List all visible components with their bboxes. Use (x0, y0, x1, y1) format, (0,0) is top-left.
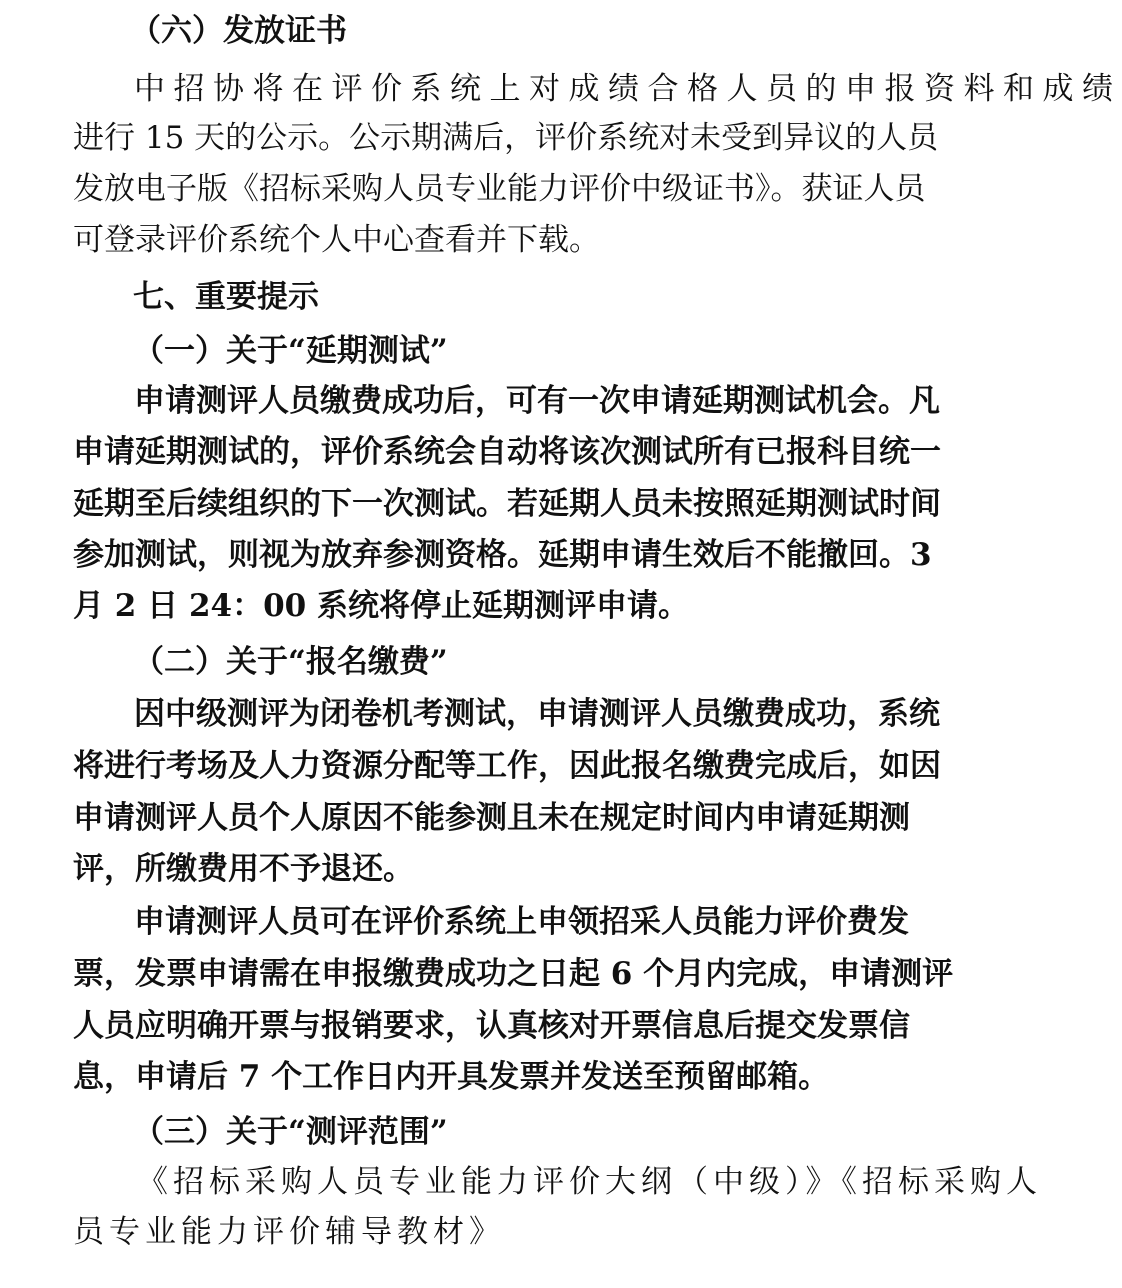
subsection-2-paragraph-1-line-3: 申请测评人员个人原因不能参测且未在规定时间内申请延期测 (73, 800, 910, 836)
subsection-2-paragraph-2-line-3: 人员应明确开票与报销要求，认真核对开票信息后提交发票信 (73, 1008, 910, 1044)
section-6-paragraph-line-3: 发放电子版《招标采购人员专业能力评价中级证书》。获证人员 (73, 171, 926, 207)
subsection-1-line-2: 申请延期测试的，评价系统会自动将该次测试所有已报科目统一 (73, 434, 941, 470)
subsection-2-paragraph-1-line-2: 将进行考场及人力资源分配等工作，因此报名缴费完成后，如因 (73, 748, 941, 784)
subsection-3-line-1: 《招标采购人员专业能力评价大纲（中级）》《招标采购人 (137, 1164, 1042, 1200)
section-6-paragraph-line-2: 进行 15 天的公示。公示期满后，评价系统对未受到异议的人员 (73, 120, 939, 156)
subsection-1-heading: （一）关于“延期测试” (133, 333, 448, 369)
subsection-2-heading: （二）关于“报名缴费” (133, 644, 448, 680)
subsection-2-paragraph-2-line-2: 票，发票申请需在申报缴费成功之日起 6 个月内完成，申请测评 (73, 956, 954, 992)
subsection-3-heading: （三）关于“测评范围” (133, 1114, 448, 1150)
subsection-1-line-5: 月 2 日 24：00 系统将停止延期测评申请。 (73, 588, 690, 624)
subsection-3-line-2: 员专业能力评价辅导教材》 (73, 1214, 505, 1250)
subsection-2-paragraph-2-line-1: 申请测评人员可在评价系统上申领招采人员能力评价费发 (134, 904, 909, 940)
section-6-paragraph-line-4: 可登录评价系统个人中心查看并下载。 (73, 222, 600, 258)
subsection-1-line-3: 延期至后续组织的下一次测试。若延期人员未按照延期测试时间 (73, 486, 941, 522)
subsection-2-paragraph-1-line-4: 评，所缴费用不予退还。 (73, 851, 414, 887)
section-6-heading: （六）发放证书 (130, 13, 347, 49)
section-6-paragraph-line-1: 中招协将在评价系统上对成绩合格人员的申报资料和成绩 (134, 71, 1122, 107)
subsection-2-paragraph-2-line-4: 息，申请后 7 个工作日内开具发票并发送至预留邮箱。 (73, 1059, 830, 1095)
section-7-heading: 七、重要提示 (133, 279, 319, 315)
subsection-1-line-4: 参加测试，则视为放弃参测资格。延期申请生效后不能撤回。3 (73, 537, 932, 573)
subsection-1-line-1: 申请测评人员缴费成功后，可有一次申请延期测试机会。凡 (134, 383, 940, 419)
subsection-2-paragraph-1-line-1: 因中级测评为闭卷机考测试，申请测评人员缴费成功，系统 (134, 696, 940, 732)
